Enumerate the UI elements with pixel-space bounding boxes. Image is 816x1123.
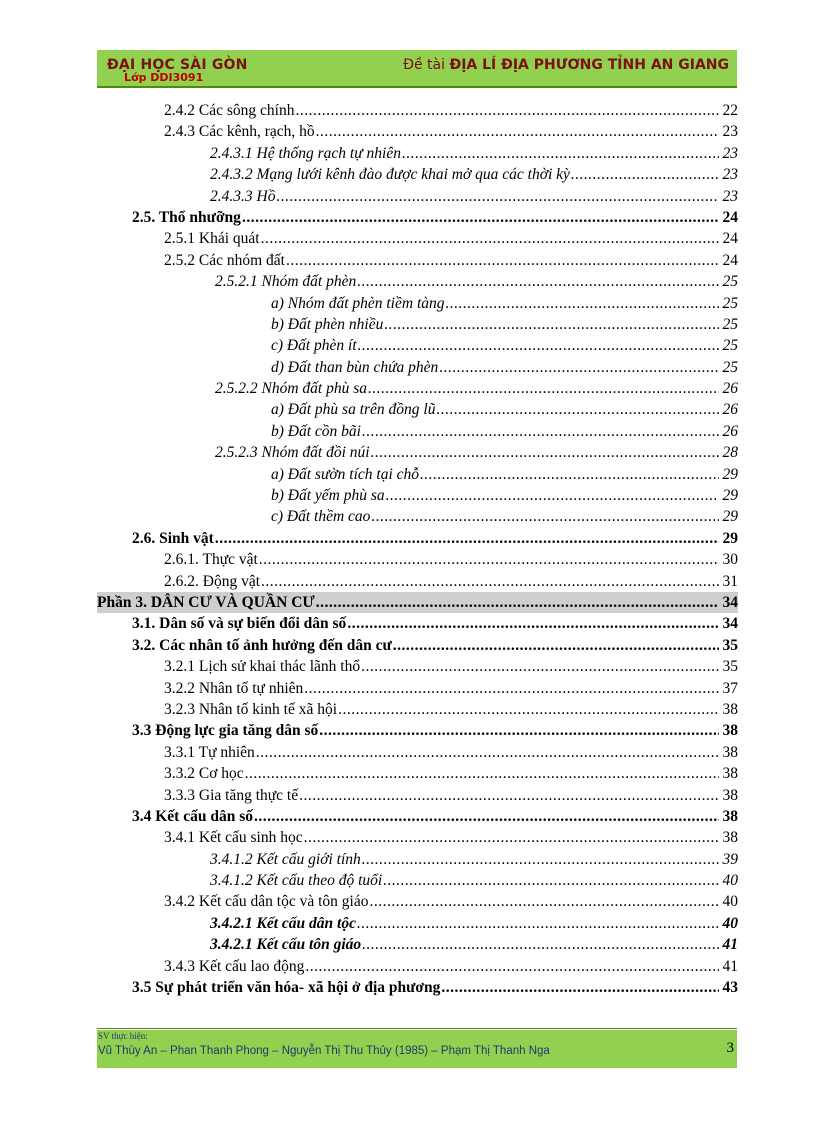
toc-dot-leader: [358, 335, 719, 356]
toc-entry-title: 3.2.1 Lịch sử khai thác lãnh thổ: [164, 658, 361, 676]
toc-entry[interactable]: [97, 956, 738, 977]
toc-entry-page: 38: [722, 743, 738, 761]
toc-entry-page: 34: [722, 615, 738, 633]
toc-dot-leader: [571, 164, 719, 185]
toc-entry-page: 41: [722, 936, 738, 954]
toc-entry-title: 2.4.3.3 Hồ: [210, 187, 276, 205]
toc-entry-title: a) Đất phù sa trên đồng lũ: [271, 401, 436, 419]
toc-entry[interactable]: [97, 913, 738, 934]
toc-dot-leader: [362, 934, 719, 955]
toc-dot-leader: [256, 742, 719, 763]
toc-dot-leader: [384, 314, 719, 335]
toc-entry-title: Phần 3. DÂN CƯ VÀ QUẦN CƯ: [97, 593, 315, 611]
toc-entry[interactable]: [97, 399, 738, 420]
toc-entry[interactable]: [97, 293, 738, 314]
toc-entry-page: 40: [722, 914, 738, 932]
toc-entry-title: 3.3 Động lực gia tăng dân số: [132, 722, 319, 740]
toc-dot-leader: [305, 956, 719, 977]
header-divider: [97, 86, 737, 88]
toc-entry-title: 3.2.3 Nhân tố kinh tế xã hội: [164, 700, 338, 718]
toc-entry[interactable]: [97, 934, 738, 955]
toc-entry[interactable]: [97, 250, 738, 271]
toc-dot-leader: [304, 678, 719, 699]
toc-entry-page: 25: [722, 273, 738, 291]
toc-entry-title: 3.4.2.1 Kết cấu tôn giáo: [210, 936, 362, 954]
toc-dot-leader: [357, 271, 719, 292]
toc-entry[interactable]: [97, 271, 738, 292]
toc-entry-page: 38: [722, 722, 738, 740]
university-name: ĐẠI HỌC SÀI GÒN: [107, 57, 248, 73]
toc-entry[interactable]: [97, 635, 738, 656]
toc-dot-leader: [402, 143, 719, 164]
toc-entry-page: 35: [722, 636, 738, 654]
toc-dot-leader: [347, 613, 719, 634]
toc-entry-title: 3.3.2 Cơ học: [164, 765, 244, 783]
topic-name: ĐỊA LÍ ĐỊA PHƯƠNG TỈNH AN GIANG: [449, 57, 729, 73]
toc-entry-page: 25: [722, 358, 738, 376]
toc-entry[interactable]: [97, 763, 738, 784]
toc-entry-title: 2.6.2. Động vật: [164, 572, 261, 590]
toc-dot-leader: [242, 207, 719, 228]
toc-entry-page: 38: [722, 786, 738, 804]
toc-entry-title: 3.3.1 Tự nhiên: [164, 743, 255, 761]
toc-entry-title: 2.4.3.2 Mạng lưới kênh đào được khai mở qua các thời kỳ: [210, 166, 570, 184]
toc-entry-page: 30: [722, 551, 738, 569]
toc-entry[interactable]: [97, 678, 738, 699]
toc-entry-title: 3.4.1 Kết cấu sinh học: [164, 829, 303, 847]
toc-entry-page: 43: [722, 979, 738, 997]
toc-entry-title: 2.6.1. Thực vật: [164, 551, 258, 569]
toc-entry-page: 23: [722, 187, 738, 205]
toc-entry-title: c) Đất phèn ít: [271, 337, 357, 355]
toc-entry-title: d) Đất than bùn chứa phèn: [271, 358, 439, 376]
toc-entry-title: 2.6. Sinh vật: [132, 529, 214, 547]
toc-entry[interactable]: [97, 699, 738, 720]
toc-entry-title: 3.3.3 Gia tăng thực tế: [164, 786, 299, 804]
toc-dot-leader: [254, 806, 719, 827]
toc-entry[interactable]: [97, 571, 738, 592]
toc-entry-title: 2.5.1 Khái quát: [164, 230, 260, 248]
toc-dot-leader: [371, 506, 719, 527]
toc-dot-leader: [316, 592, 719, 613]
toc-dot-leader: [276, 186, 719, 207]
toc-dot-leader: [319, 720, 719, 741]
toc-dot-leader: [316, 121, 719, 142]
toc-entry-page: 28: [722, 444, 738, 462]
toc-dot-leader: [215, 528, 719, 549]
toc-entry[interactable]: [97, 228, 738, 249]
toc-entry-title: 3.1. Dân số và sự biến đổi dân số: [132, 615, 347, 633]
toc-entry-page: 29: [722, 508, 738, 526]
toc-entry-page: 31: [722, 572, 738, 590]
table-of-contents: [97, 100, 738, 998]
toc-entry-title: 2.5.2 Các nhóm đất: [164, 251, 285, 269]
toc-entry-title: 3.5 Sự phát triển văn hóa- xã hội ở địa phương: [132, 979, 441, 997]
toc-dot-leader: [436, 399, 719, 420]
toc-entry[interactable]: [97, 656, 738, 677]
toc-entry-title: b) Đất phèn nhiều: [271, 315, 384, 333]
toc-dot-leader: [361, 656, 719, 677]
toc-entry-page: 35: [722, 658, 738, 676]
toc-entry-title: 2.5. Thổ nhưỡng: [132, 208, 241, 226]
toc-entry-title: 3.2.2 Nhân tố tự nhiên: [164, 679, 304, 697]
toc-entry-page: 38: [722, 807, 738, 825]
toc-entry[interactable]: [97, 421, 738, 442]
toc-dot-leader: [371, 442, 719, 463]
toc-entry[interactable]: [97, 528, 738, 549]
toc-entry-title: 3.4 Kết cấu dân số: [132, 807, 253, 825]
toc-entry[interactable]: [97, 207, 738, 228]
toc-entry-title: b) Đất yếm phù sa: [271, 487, 385, 505]
toc-entry-title: 3.2. Các nhân tố ảnh hưởng đến dân cư: [132, 636, 392, 654]
page-header: [97, 50, 737, 86]
toc-entry-page: 26: [722, 401, 738, 419]
page-footer: [97, 1030, 737, 1068]
toc-dot-leader: [304, 827, 719, 848]
toc-entry[interactable]: [97, 506, 738, 527]
toc-entry-page: 25: [722, 337, 738, 355]
toc-entry[interactable]: [97, 742, 738, 763]
toc-dot-leader: [362, 849, 719, 870]
toc-entry[interactable]: [97, 827, 738, 848]
toc-dot-leader: [393, 635, 719, 656]
toc-entry[interactable]: [97, 485, 738, 506]
toc-entry-title: 3.4.1.2 Kết cấu theo độ tuổi: [210, 872, 383, 890]
toc-entry-page: 40: [722, 872, 738, 890]
toc-entry-title: 3.4.3 Kết cấu lao động: [164, 957, 305, 975]
toc-entry-page: 38: [722, 829, 738, 847]
toc-entry-page: 29: [722, 465, 738, 483]
toc-dot-leader: [259, 549, 719, 570]
toc-dot-leader: [286, 250, 719, 271]
toc-dot-leader: [261, 571, 719, 592]
toc-entry[interactable]: [97, 849, 738, 870]
toc-entry[interactable]: [97, 891, 738, 912]
toc-dot-leader: [368, 378, 719, 399]
toc-dot-leader: [245, 763, 719, 784]
toc-entry-page: 38: [722, 765, 738, 783]
toc-entry[interactable]: [97, 977, 738, 998]
toc-entry-title: 2.5.2.2 Nhóm đất phù sa: [215, 380, 367, 398]
toc-entry-page: 29: [722, 529, 738, 547]
toc-entry-title: b) Đất cồn bãi: [271, 422, 361, 440]
footer-authors: Vũ Thùy An – Phan Thanh Phong – Nguyễn Thị Thu Thủy (1985) – Phạm Thị Thanh Nga: [98, 1045, 550, 1057]
footer-divider: [97, 1028, 737, 1029]
toc-entry-page: 25: [722, 315, 738, 333]
toc-entry[interactable]: [97, 186, 738, 207]
toc-entry-title: a) Nhóm đất phèn tiềm tàng: [271, 294, 445, 312]
toc-entry[interactable]: [97, 549, 738, 570]
toc-entry-page: 23: [722, 144, 738, 162]
toc-entry[interactable]: [97, 592, 738, 613]
toc-dot-leader: [338, 699, 719, 720]
toc-entry-page: 24: [722, 230, 738, 248]
toc-entry-title: 2.4.2 Các sông chính: [164, 102, 295, 119]
toc-entry-title: 3.4.2.1 Kết cấu dân tộc: [210, 914, 356, 932]
toc-dot-leader: [446, 293, 720, 314]
toc-entry-title: 3.4.1.2 Kết cấu giới tính: [210, 850, 361, 868]
toc-entry[interactable]: [97, 335, 738, 356]
toc-entry-page: 38: [722, 700, 738, 718]
toc-entry-title: 3.4.2 Kết cấu dân tộc và tôn giáo: [164, 893, 369, 911]
toc-entry[interactable]: [97, 357, 738, 378]
toc-entry-title: 2.5.2.1 Nhóm đất phèn: [215, 273, 357, 291]
toc-dot-leader: [439, 357, 719, 378]
toc-entry-page: 24: [722, 208, 738, 226]
toc-dot-leader: [420, 464, 719, 485]
toc-dot-leader: [369, 891, 719, 912]
toc-dot-leader: [441, 977, 719, 998]
toc-entry-page: 23: [722, 123, 738, 141]
toc-entry[interactable]: [97, 314, 738, 335]
toc-entry[interactable]: [97, 100, 738, 121]
toc-dot-leader: [383, 870, 719, 891]
toc-entry-page: 40: [722, 893, 738, 911]
toc-entry-title: c) Đất thềm cao: [271, 508, 371, 526]
toc-entry-page: 24: [722, 251, 738, 269]
toc-entry-page: 23: [722, 166, 738, 184]
toc-entry-page: 41: [722, 957, 738, 975]
topic-title: [403, 57, 729, 73]
class-code: Lớp DDI3091: [124, 71, 204, 84]
page-number: 3: [726, 1040, 734, 1056]
toc-entry-page: 39: [722, 850, 738, 868]
toc-entry[interactable]: [97, 464, 738, 485]
footer-label: SV thực hiện:: [98, 1031, 148, 1041]
toc-entry-title: 2.4.3 Các kênh, rạch, hồ: [164, 123, 315, 141]
toc-entry[interactable]: [97, 378, 738, 399]
toc-entry-title: a) Đất sườn tích tại chỗ: [271, 465, 420, 483]
toc-entry[interactable]: [97, 121, 738, 142]
toc-entry-page: 34: [722, 593, 738, 611]
toc-entry[interactable]: [97, 143, 738, 164]
toc-entry-page: 25: [722, 294, 738, 312]
toc-entry-title: 2.5.2.3 Nhóm đất đồi núi: [215, 444, 370, 462]
toc-entry-page: 29: [722, 487, 738, 505]
toc-dot-leader: [357, 913, 719, 934]
toc-entry[interactable]: [97, 870, 738, 891]
toc-dot-leader: [295, 100, 719, 121]
toc-entry-page: 26: [722, 380, 738, 398]
toc-entry-page: 22: [722, 102, 738, 119]
toc-dot-leader: [299, 785, 719, 806]
toc-entry[interactable]: [97, 806, 738, 827]
toc-dot-leader: [386, 485, 719, 506]
toc-entry-page: 26: [722, 422, 738, 440]
toc-dot-leader: [362, 421, 719, 442]
topic-prefix: Đề tài: [403, 57, 450, 73]
toc-entry[interactable]: [97, 720, 738, 741]
toc-entry[interactable]: [97, 785, 738, 806]
toc-entry-title: 2.4.3.1 Hệ thống rạch tự nhiên: [210, 144, 401, 162]
toc-entry[interactable]: [97, 164, 738, 185]
toc-entry-page: 37: [722, 679, 738, 697]
toc-entry[interactable]: [97, 613, 738, 634]
toc-entry[interactable]: [97, 442, 738, 463]
toc-dot-leader: [261, 228, 719, 249]
